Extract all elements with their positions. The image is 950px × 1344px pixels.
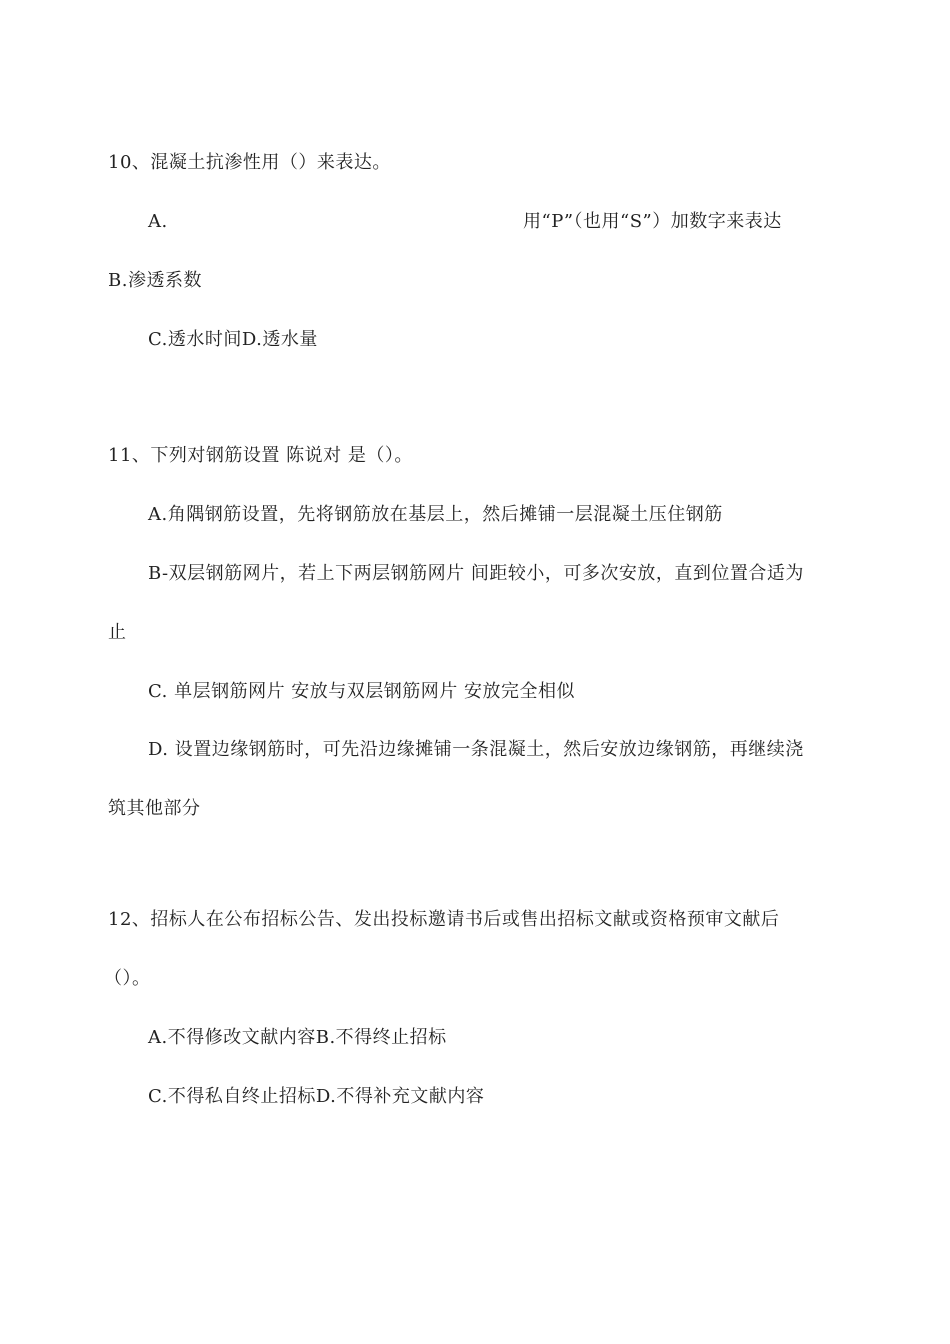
question-11-option-d-line1: D. 设置边缘钢筋时，可先沿边缘摊铺一条混凝土，然后安放边缘钢筋，再继续浇 [148,739,804,760]
question-12-stem-line1: 12、招标人在公布招标公告、发出投标邀请书后或售出招标文献或资格预审文献后 [108,909,780,930]
question-11-option-d-line2: 筑其他部分 [108,798,201,819]
question-10-option-b: B.渗透系数 [108,270,202,291]
question-12-option-ab: A.不得修改文献内容B.不得终止招标 [148,1027,447,1048]
question-11-option-c: C. 单层钢筋网片 安放与双层钢筋网片 安放完全相似 [148,681,576,702]
question-12-option-cd: C.不得私自终止招标D.不得补充文献内容 [148,1086,485,1107]
question-10-option-a-label: A. [148,211,168,232]
question-10-option-a-text: 用“P”（也用“S”）加数字来表达 [523,211,782,232]
question-11-option-b-line2: 止 [108,622,127,643]
question-11-stem: 11、下列对钢筋设置 陈说对 是（）。 [108,445,413,466]
question-11-option-a: A.角隅钢筋设置，先将钢筋放在基层上，然后摊铺一层混凝土压住钢筋 [148,504,723,525]
question-11-option-b-line1: B-双层钢筋网片，若上下两层钢筋网片 间距较小，可多次安放，直到位置合适为 [148,563,804,584]
question-10-stem: 10、混凝土抗渗性用（）来表达。 [108,152,391,173]
question-12-stem-line2: （）。 [104,968,151,989]
question-10-option-cd: C.透水时间D.透水量 [148,329,318,350]
